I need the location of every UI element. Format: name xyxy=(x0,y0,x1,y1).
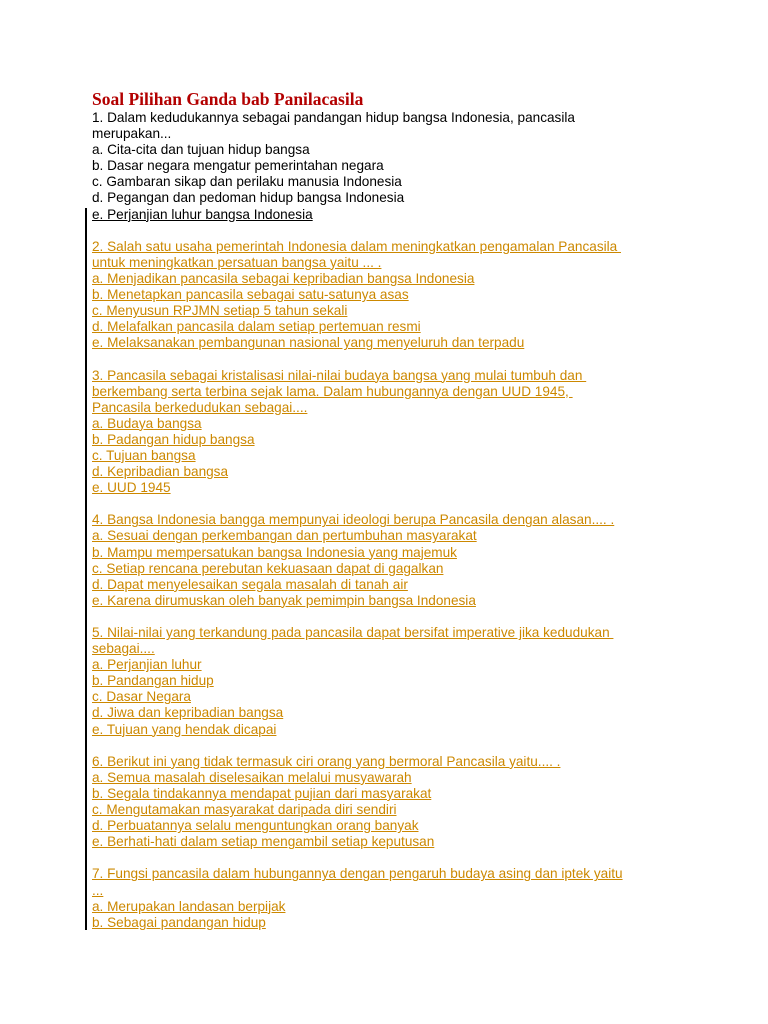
option-link[interactable]: e. Melaksanakan pembangunan nasional yang menyeluruh dan terpadu xyxy=(92,335,525,351)
question-1 xyxy=(92,110,692,223)
question-line-link[interactable]: Pancasila berkedudukan sebagai.... xyxy=(92,399,308,415)
question-3 xyxy=(92,368,692,497)
option-link[interactable]: b. Mampu mempersatukan bangsa Indonesia yang majemuk xyxy=(92,544,457,560)
spacer xyxy=(92,223,692,239)
spacer xyxy=(92,351,692,367)
question-line-link[interactable]: sebagai.... xyxy=(92,641,155,657)
option-link[interactable]: a. Perjanjian luhur xyxy=(92,657,202,673)
question-line-link[interactable]: untuk meningkatkan persatuan bangsa yaitu ... . xyxy=(92,254,382,270)
q1-option-link[interactable]: e. Perjanjian luhur bangsa Indonesia xyxy=(92,206,313,222)
question-4 xyxy=(92,512,692,609)
option-link[interactable]: b. Padangan hidup bangsa xyxy=(92,431,255,447)
option-link[interactable]: d. Kepribadian bangsa xyxy=(92,464,229,480)
option-link[interactable]: d. Jiwa dan kepribadian bangsa xyxy=(92,705,284,721)
option-link[interactable]: e. Tujuan yang hendak dicapai xyxy=(92,721,277,737)
option-link[interactable]: b. Sebagai pandangan hidup xyxy=(92,914,266,930)
question-5 xyxy=(92,625,692,738)
option-link[interactable]: c. Mengutamakan masyarakat daripada diri sendiri xyxy=(92,802,397,818)
question-line-link[interactable]: 3. Pancasila sebagai kristalisasi nilai-nilai budaya bangsa yang mulai tumbuh dan xyxy=(92,367,587,383)
option-link[interactable]: b. Pandangan hidup xyxy=(92,673,214,689)
spacer xyxy=(92,609,692,625)
option-link[interactable]: d. Dapat menyelesaikan segala masalah di tanah air xyxy=(92,576,408,592)
question-line-link[interactable]: 5. Nilai-nilai yang terkandung pada pancasila dapat bersifat imperative jika kedudukan xyxy=(92,625,614,640)
option-link[interactable]: a. Sesuai dengan perkembangan dan pertumbuhan masyarakat xyxy=(92,528,477,544)
option-link[interactable]: c. Setiap rencana perebutan kekuasaan dapat di gagalkan xyxy=(92,560,444,576)
option-link[interactable]: d. Melafalkan pancasila dalam setiap pertemuan resmi xyxy=(92,319,421,335)
spacer xyxy=(92,738,692,754)
option-link[interactable]: c. Tujuan bangsa xyxy=(92,447,196,463)
option-link[interactable]: b. Menetapkan pancasila sebagai satu-satunya asas xyxy=(92,287,409,303)
option-link[interactable]: d. Perbuatannya selalu menguntungkan orang banyak xyxy=(92,818,419,834)
page-title: Soal Pilihan Ganda bab Panilacasila xyxy=(92,89,364,109)
question-line-link[interactable]: 2. Salah satu usaha pemerintah Indonesia dalam meningkatkan pengamalan Pancasila xyxy=(92,238,621,254)
question-2 xyxy=(92,239,692,352)
option-link[interactable]: a. Semua masalah diselesaikan melalui musyawarah xyxy=(92,769,412,785)
option-link[interactable]: a. Menjadikan pancasila sebagai kepribadian bangsa Indonesia xyxy=(92,270,475,286)
option-link[interactable]: c. Dasar Negara xyxy=(92,689,191,705)
option-link[interactable]: c. Menyusun RPJMN setiap 5 tahun sekali xyxy=(92,303,348,319)
q1-option: a. Cita-cita dan tujuan hidup bangsa xyxy=(92,142,310,158)
question-7 xyxy=(92,866,692,930)
q1-line: 1. Dalam kedudukannya sebagai pandangan hidup bangsa Indonesia, pancasila xyxy=(92,110,575,125)
question-line-link[interactable]: 4. Bangsa Indonesia bangga mempunyai ideologi berupa Pancasila dengan alasan.... . xyxy=(92,512,615,528)
option-link[interactable]: e. UUD 1945 xyxy=(92,480,171,496)
option-link[interactable]: e. Berhati-hati dalam setiap mengambil setiap keputusan xyxy=(92,834,435,850)
document-page xyxy=(92,88,692,931)
q1-line: merupakan... xyxy=(92,126,172,142)
option-link[interactable]: e. Karena dirumuskan oleh banyak pemimpin bangsa Indonesia xyxy=(92,592,476,608)
option-link[interactable]: a. Merupakan landasan berpijak xyxy=(92,898,286,914)
spacer xyxy=(92,850,692,866)
question-line-link[interactable]: 6. Berikut ini yang tidak termasuk ciri orang yang bermoral Pancasila yaitu.... . xyxy=(92,753,561,769)
q1-option: c. Gambaran sikap dan perilaku manusia Indonesia xyxy=(92,174,402,190)
question-line-link[interactable]: berkembang serta terbina sejak lama. Dalam hubungannya dengan UUD 1945, xyxy=(92,383,573,399)
spacer xyxy=(92,496,692,512)
option-link[interactable]: a. Budaya bangsa xyxy=(92,415,202,431)
q1-option: d. Pegangan dan pedoman hidup bangsa Indonesia xyxy=(92,190,405,206)
question-line-link[interactable]: ... xyxy=(92,882,104,898)
question-line-link[interactable]: 7. Fungsi pancasila dalam hubungannya dengan pengaruh budaya asing dan iptek yaitu xyxy=(92,866,623,882)
q1-option: b. Dasar negara mengatur pemerintahan negara xyxy=(92,158,384,174)
margin-line xyxy=(85,208,87,930)
question-6 xyxy=(92,754,692,851)
option-link[interactable]: b. Segala tindakannya mendapat pujian dari masyarakat xyxy=(92,785,432,801)
